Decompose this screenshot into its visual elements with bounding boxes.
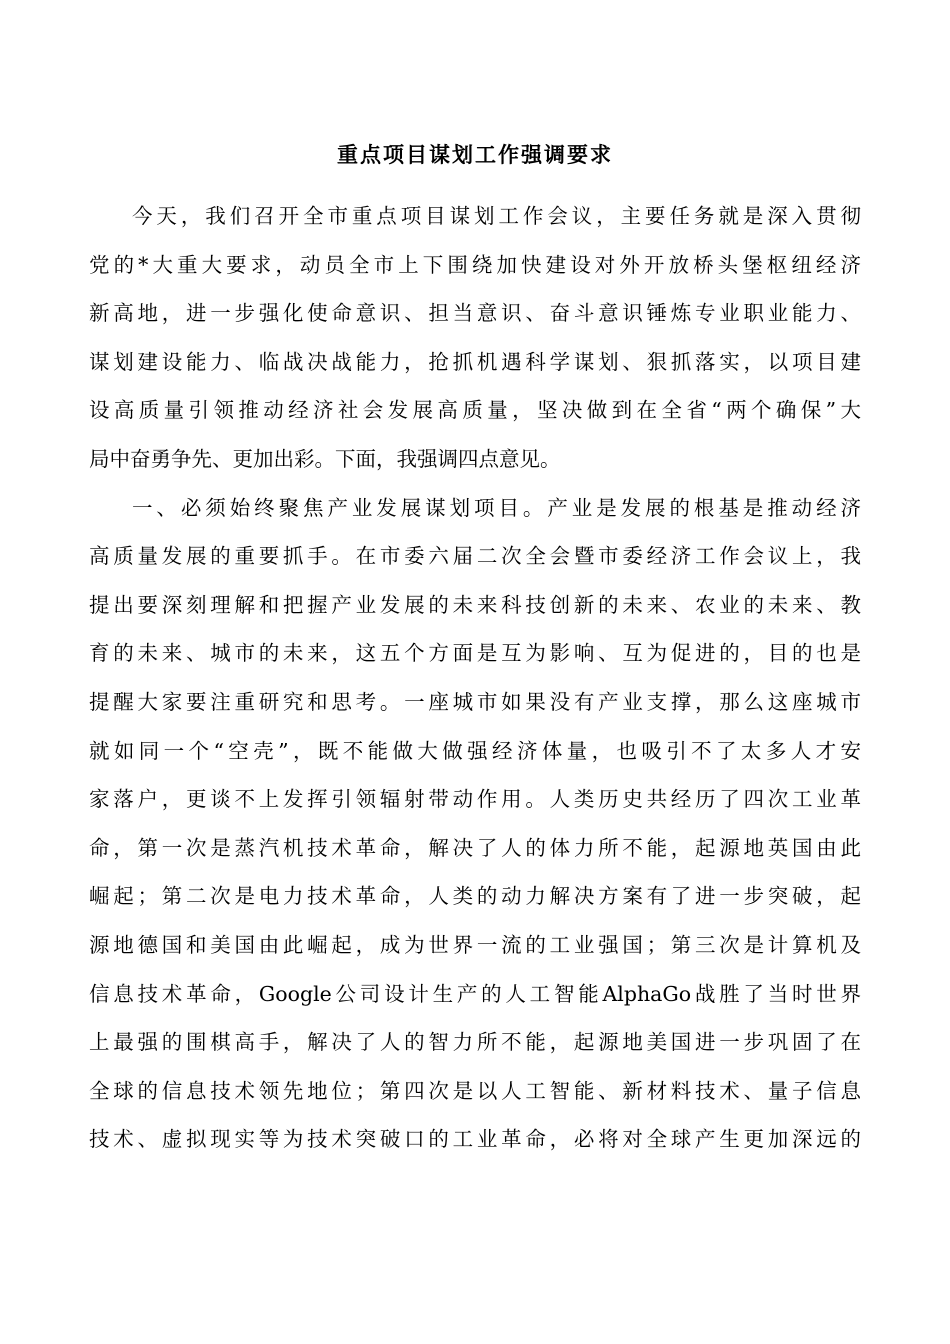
document-title: 重点项目谋划工作强调要求 bbox=[337, 142, 613, 167]
text-line: 育的未来、城市的未来，这五个方面是互为影响、互为促进的，目的也是 bbox=[89, 641, 861, 666]
text-line: 一、必须始终聚焦产业发展谋划项目。产业是发展的根基是推动经济 bbox=[132, 495, 861, 520]
text-line: 全球的信息技术领先地位；第四次是以人工智能、新材料技术、量子信息 bbox=[89, 1078, 861, 1103]
paragraph-section-one bbox=[89, 484, 861, 1164]
text-line: 命，第一次是蒸汽机技术革命，解决了人的体力所不能，起源地英国由此 bbox=[89, 835, 861, 860]
text-line: 技术、虚拟现实等为技术突破口的工业革命，必将对全球产生更加深远的 bbox=[89, 1127, 861, 1152]
text-line: 谋划建设能力、临战决战能力，抢抓机遇科学谋划、狠抓落实，以项目建 bbox=[89, 349, 861, 374]
text-line: 今天，我们召开全市重点项目谋划工作会议，主要任务就是深入贯彻 bbox=[132, 204, 861, 228]
text-line: 提出要深刻理解和把握产业发展的未来科技创新的未来、农业的未来、教 bbox=[89, 592, 861, 617]
text-line: 源地德国和美国由此崛起，成为世界一流的工业强国；第三次是计算机及 bbox=[89, 932, 861, 957]
text-line: 局中奋勇争先、更加出彩。下面，我强调四点意见。 bbox=[89, 446, 561, 471]
text-line: 提醒大家要注重研究和思考。一座城市如果没有产业支撑，那么这座城市 bbox=[89, 689, 861, 714]
text-line: 信息技术革命，Google公司设计生产的人工智能AlphaGo战胜了当时世界 bbox=[89, 981, 861, 1006]
text-line: 崛起；第二次是电力技术革命，人类的动力解决方案有了进一步突破，起 bbox=[89, 884, 861, 909]
text-line: 高质量发展的重要抓手。在市委六届二次全会暨市委经济工作会议上，我 bbox=[89, 544, 861, 569]
text-line: 党的*大重大要求，动员全市上下围绕加快建设对外开放桥头堡枢纽经济 bbox=[89, 252, 861, 277]
text-line: 新高地，进一步强化使命意识、担当意识、奋斗意识锤炼专业职业能力、 bbox=[89, 301, 861, 326]
paragraph-intro bbox=[89, 192, 861, 484]
text-line: 设高质量引领推动经济社会发展高质量，坚决做到在全省“两个确保”大 bbox=[89, 398, 861, 423]
text-line: 上最强的围棋高手，解决了人的智力所不能，起源地美国进一步巩固了在 bbox=[89, 1030, 861, 1055]
text-line: 家落户，更谈不上发挥引领辐射带动作用。人类历史共经历了四次工业革 bbox=[89, 787, 861, 812]
document-body bbox=[89, 192, 861, 1164]
text-line: 就如同一个“空壳”，既不能做大做强经济体量，也吸引不了太多人才安 bbox=[89, 738, 861, 763]
